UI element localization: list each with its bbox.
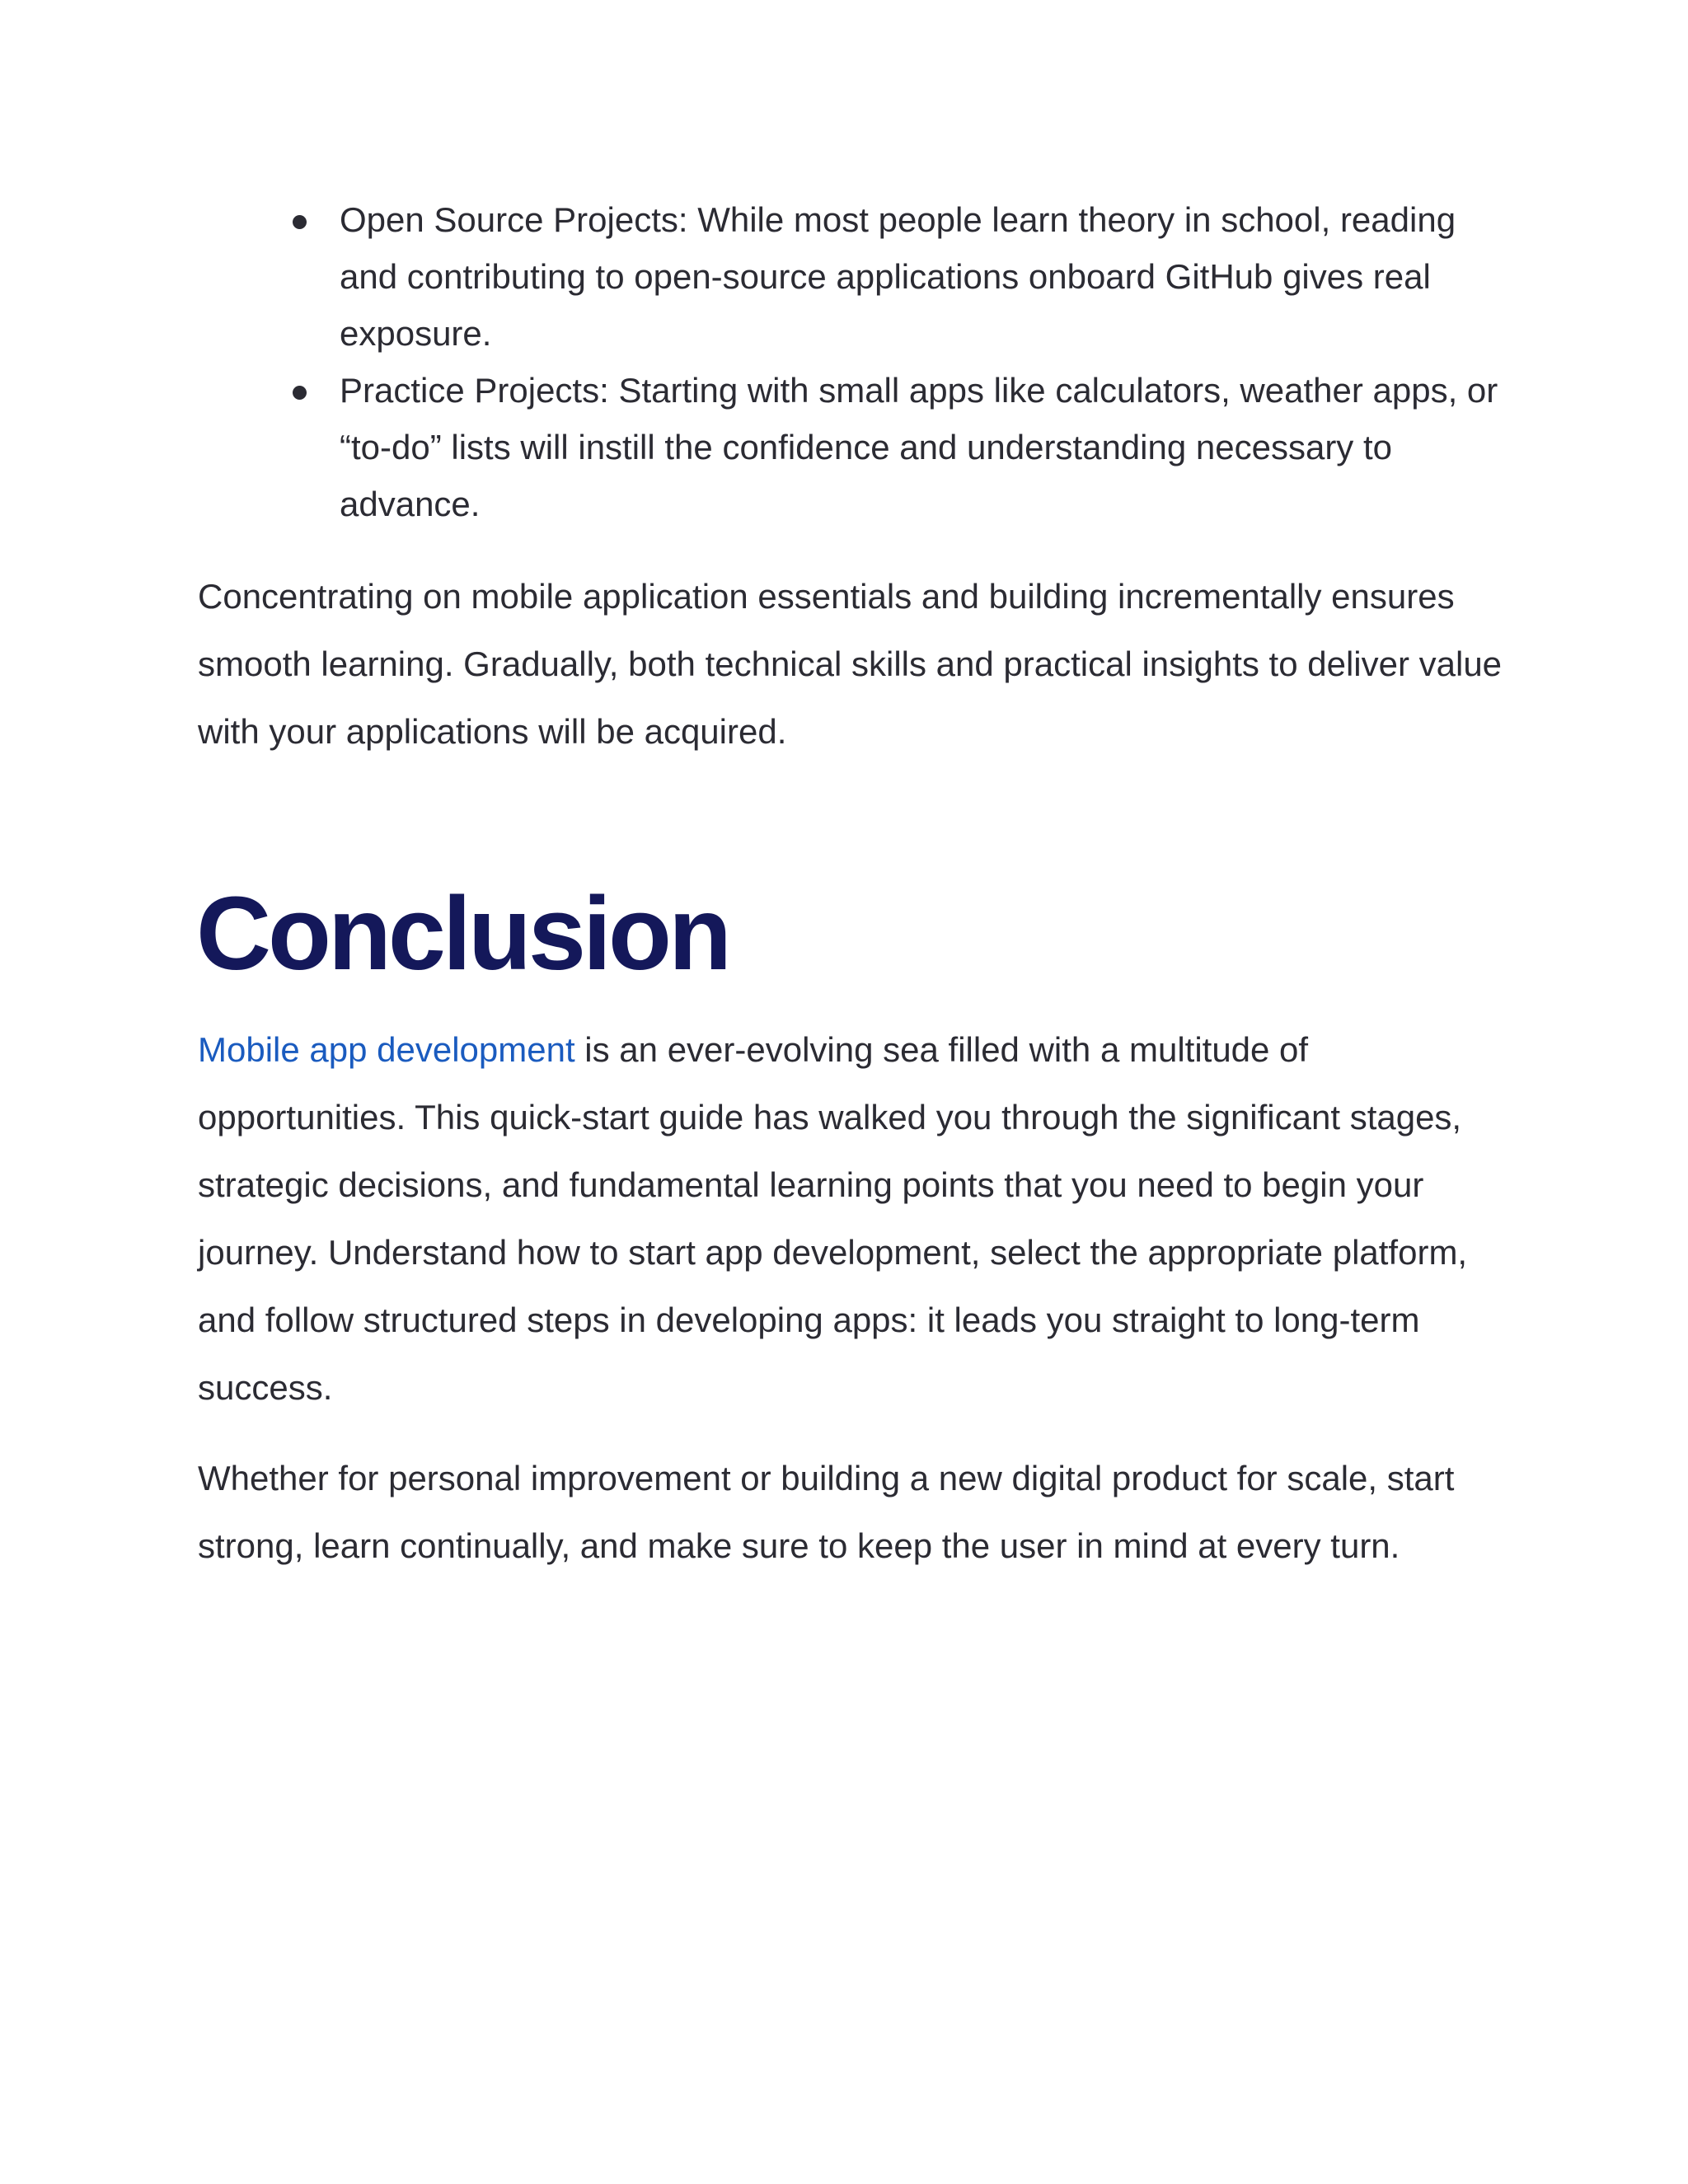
bullet-icon (293, 386, 307, 400)
list-item (280, 191, 1500, 362)
list-item (280, 362, 1500, 532)
conclusion-paragraph-1 (198, 1016, 1517, 1422)
conclusion-paragraph-1-text: is an ever-evolving sea filled with a multitude of opportunities. This quick-start guide has walked you through the significant stages, strategic decisions, and fundamental learning points that you need to begin your journey. Understand how to start app development, select the appropriate platform, and follow structured steps in developing apps: it leads you straight to long-term success. (198, 1030, 1468, 1407)
bullet-list (280, 191, 1500, 532)
conclusion-paragraph-2: Whether for personal improvement or building a new digital product for scale, start strong, learn continually, and make sure to keep the user in mind at every turn. (198, 1459, 1455, 1565)
bullet-icon (293, 215, 307, 229)
section-heading-conclusion: Conclusion (196, 875, 729, 991)
mobile-app-development-link[interactable]: Mobile app development (198, 1030, 575, 1069)
bullet-text-open-source: Open Source Projects: While most people learn theory in school, reading and contributing to open-source applications onboard GitHub gives real exposure. (340, 200, 1456, 353)
bullet-text-practice-projects: Practice Projects: Starting with small apps like calculators, weather apps, or “to-do” lists will instill the confidence and understanding necessary to advance. (340, 371, 1498, 523)
summary-paragraph: Concentrating on mobile application essentials and building incrementally ensures smooth learning. Gradually, both technical skills and practical insights to deliver value with your applications will be acquired. (198, 577, 1503, 751)
